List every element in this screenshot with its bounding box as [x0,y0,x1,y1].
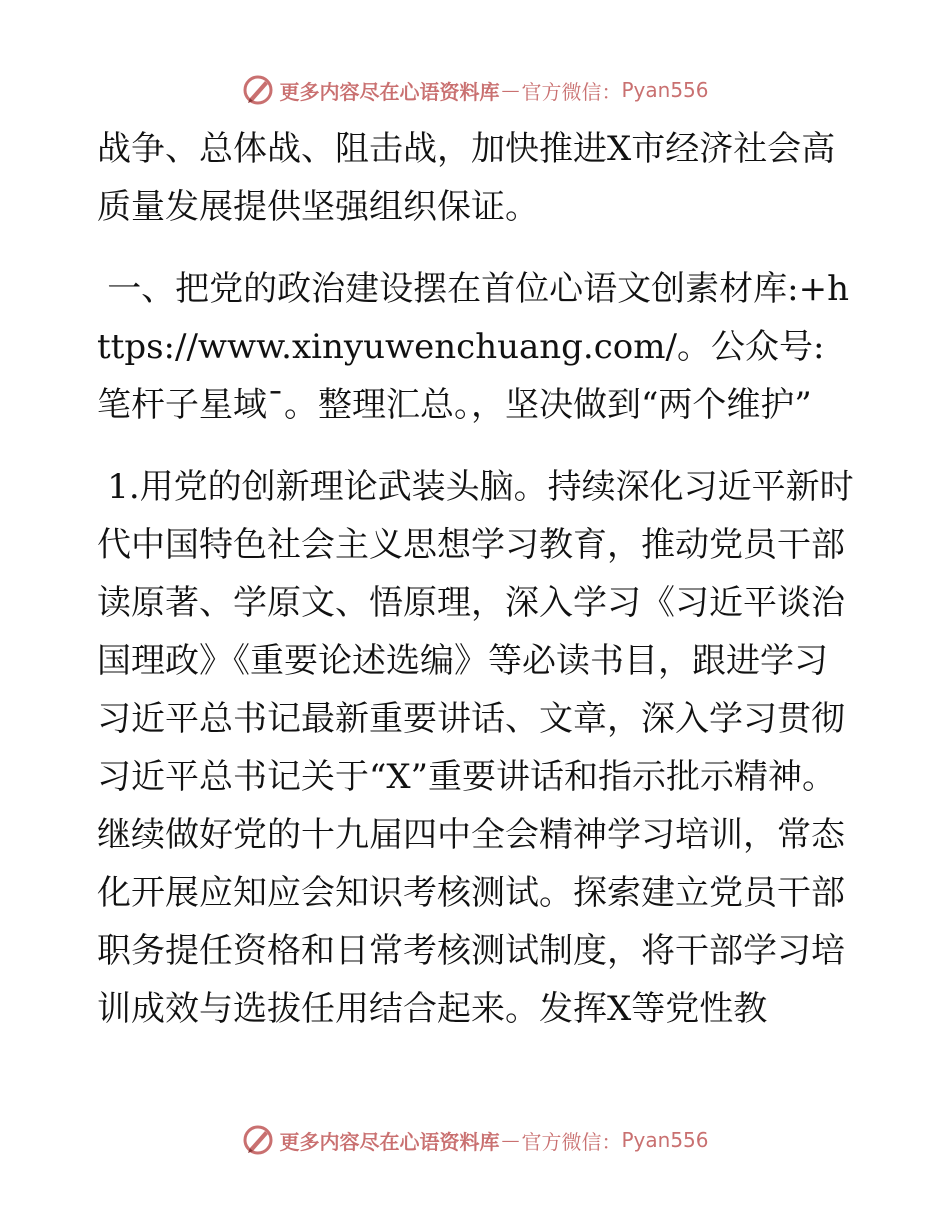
paragraph-3: 1.用党的创新理论武装头脑。持续深化习近平新时代中国特色社会主义思想学习教育，推动党员干部读原著、学原文、悟原理，深入学习《习近平谈治国理政》《重要论述选编》等必读书目，跟进学习习近平总书记最新重要讲话、文章，深入学习贯彻习近平总书记关于“X”重要讲话和指示批示精神。继续做好党的十九届四中全会精神学习培训，常态化开展应知应会知识考核测试。探索建立党员干部职务提任资格和日常考核测试制度，将干部学习培训成效与选拔任用结合起来。发挥X等党性教 [97,467,854,1029]
pen-logo-icon [241,1123,275,1157]
header-main-text: 更多内容尽在心语资料库 [279,79,500,104]
paragraph-2: 一、把党的政治建设摆在首位心语文创素材库:+https://www.xinyuwenchuang.com/。公众号: 笔杆子星域¯。整理汇总。，坚决做到“两个维护” [97,269,850,425]
pen-logo-icon [241,73,275,107]
footer-separator: — [501,1129,520,1151]
header-sub-text: 官方微信： [521,79,622,104]
paragraph-1: 战争、总体战、阻击战，加快推进X市经济社会高质量发展提供坚强组织保证。 [97,129,836,227]
footer-main-text: 更多内容尽在心语资料库 [279,1129,500,1154]
footer-sub-text: 官方微信： [521,1129,622,1154]
header-wechat-id: Pyan556 [621,78,709,102]
footer-wechat-id: Pyan556 [621,1128,709,1152]
document-body [97,120,857,1038]
footer-watermark [0,1120,950,1160]
header-separator: — [501,79,520,101]
header-watermark [0,70,950,110]
